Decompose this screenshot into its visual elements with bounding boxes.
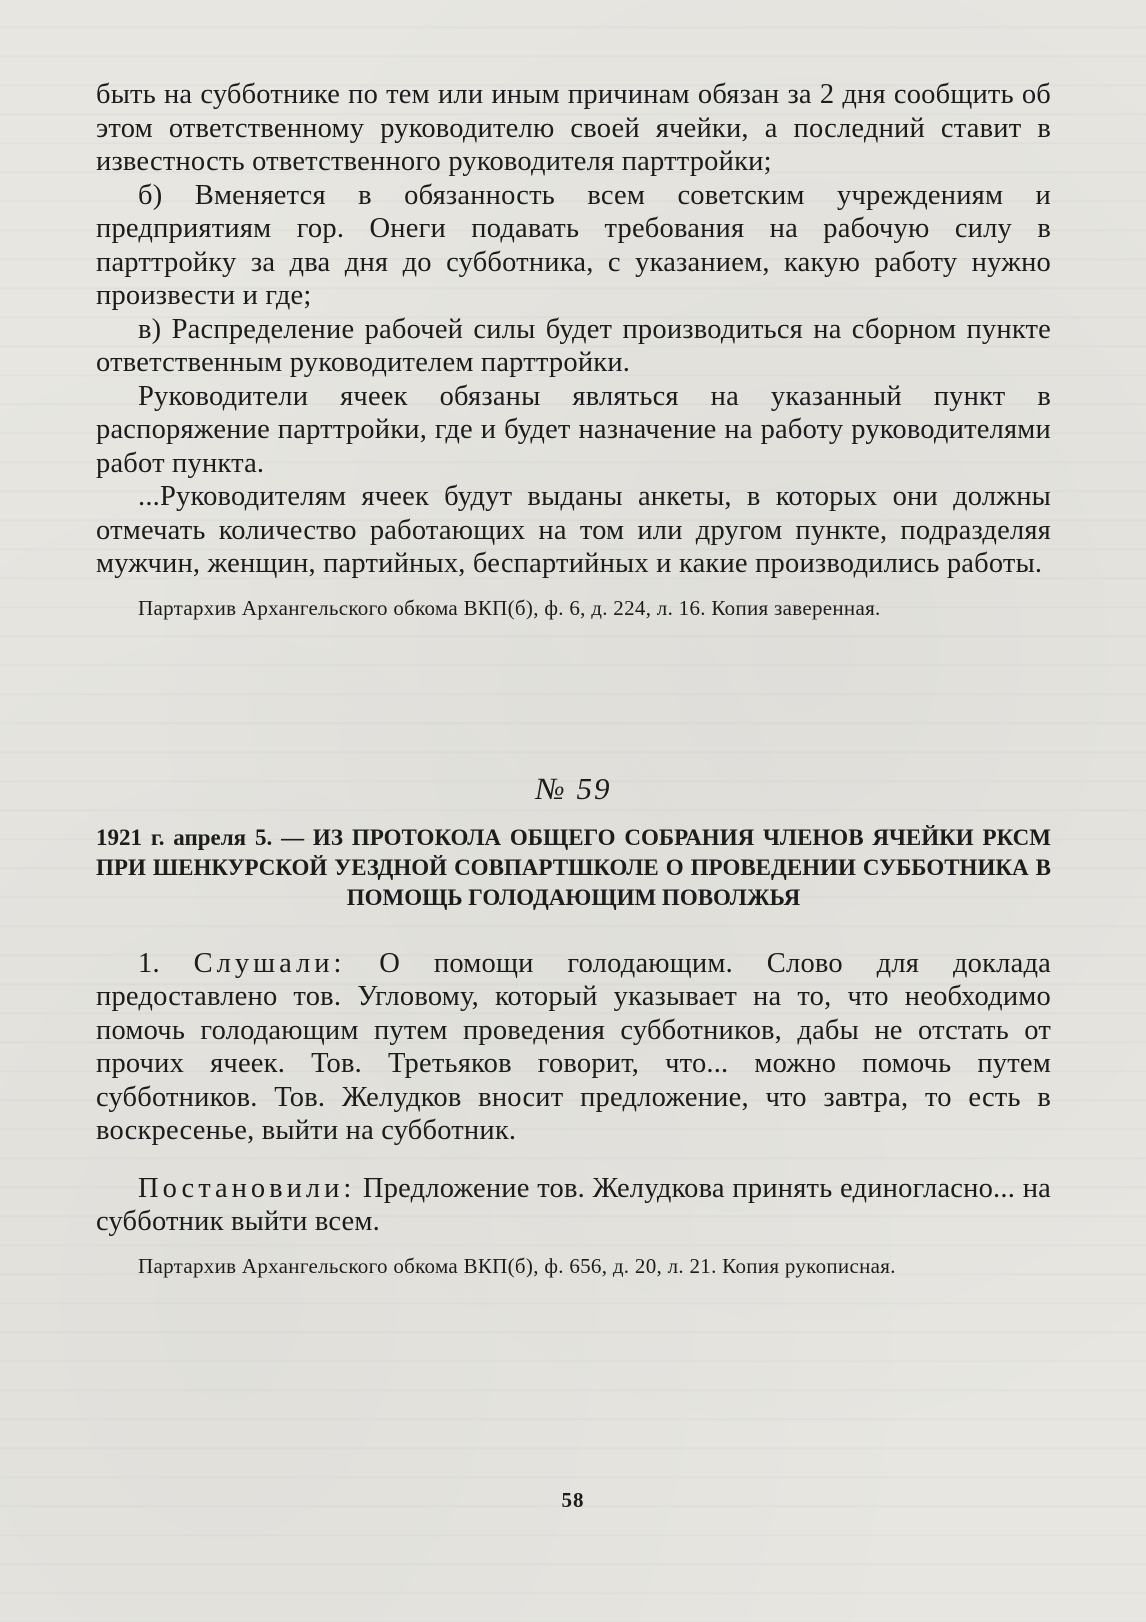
questionnaire-paragraph: ...Руководителям ячеек будут выданы анкеты, в которых они должны отмечать количество работающих на том или другом пункте, подразделяя мужчин, женщин, партийных, беспартийных и какие производились работы.	[96, 481, 1051, 579]
clause-b: б) Вменяется в обязанность всем советским учреждениям и предприятиям гор. Онеги подавать требования на рабочую силу в парттройку за два дня до субботника, с указанием, какую работу нужно произвести и где;	[96, 179, 1051, 311]
item-1-paragraph	[96, 947, 1051, 1148]
resolution-text: Предложение тов. Желудкова принять единогласно... на субботник выйти всем.	[96, 1172, 1051, 1237]
clause-v: в) Распределение рабочей силы будет производиться на сборном пункте ответственным руководителем парттройки.	[96, 313, 1051, 378]
continued-paragraph: быть на субботнике по тем или иным причинам обязан за 2 дня сообщить об этом ответственному руководителю своей ячейки, а последний ставит в известность ответственного руководителя парттройки;	[96, 79, 1051, 177]
heading-title: — ИЗ ПРОТОКОЛА ОБЩЕГО СОБРАНИЯ ЧЛЕНОВ ЯЧЕЙКИ РКСМ ПРИ ШЕНКУРСКОЙ УЕЗДНОЙ СОВПАРТШКОЛЕ О ПРОВЕДЕНИИ СУББОТНИКА В ПОМОЩЬ ГОЛОДАЮЩИМ ПОВОЛЖЬЯ	[96, 824, 1052, 910]
cell-leaders-paragraph: Руководители ячеек обязаны являться на указанный пункт в распоряжение парттройки, где и будет назначение на работу руководителями работ пункта.	[96, 380, 1051, 479]
item-1-number: 1.	[138, 947, 160, 979]
document-heading	[96, 823, 1051, 913]
heading-date: 1921 г. апреля 5.	[96, 824, 273, 850]
archive-source-1: Партархив Архангельского обкома ВКП(б), ф. 6, д. 224, л. 16. Копия заверенная.	[138, 595, 881, 620]
item-1-text: О помощи голодающим. Слово для доклада предоставлено тов. Угловому, который указывает на то, что необходимо помочь голодающим путем проведения субботников, дабы не отстать от прочих ячеек. Тов. Третьяков говорит, что... можно помочь путем субботников. Тов. Желудков вносит предложение, что завтра, то есть в воскресенье, выйти на субботник.	[96, 947, 1051, 1146]
page-number: 58	[561, 1488, 585, 1512]
resolution-label: Постановили:	[138, 1172, 356, 1204]
document-number: № 59	[535, 770, 612, 806]
text-column	[96, 78, 1051, 1279]
item-1-label: Слушали:	[193, 947, 346, 979]
archive-source-2: Партархив Архангельского обкома ВКП(б), ф. 656, д. 20, л. 21. Копия рукописная.	[138, 1253, 896, 1278]
resolution-paragraph	[96, 1172, 1051, 1239]
